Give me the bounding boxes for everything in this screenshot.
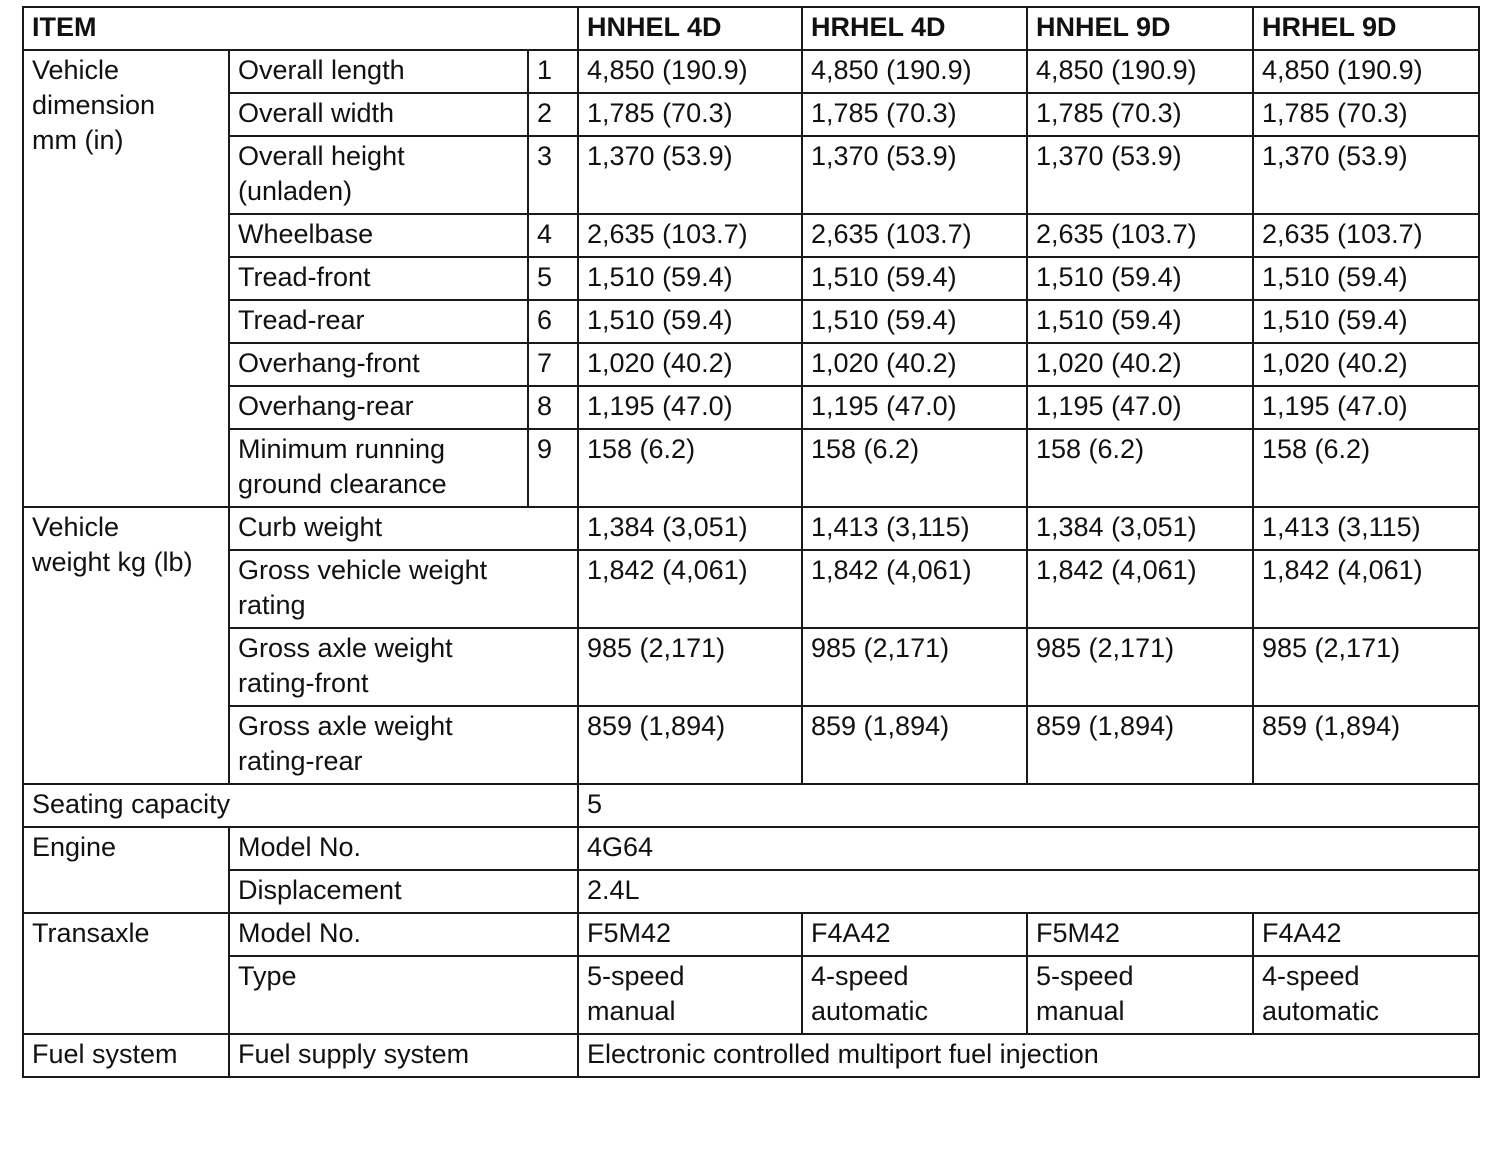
row-number: 7	[528, 343, 578, 386]
value-cell: 1,020 (40.2)	[1253, 343, 1479, 386]
row-label: Type	[229, 956, 578, 1034]
row-number: 3	[528, 136, 578, 214]
value-cell: 158 (6.2)	[578, 429, 802, 507]
value-cell: 1,785 (70.3)	[578, 93, 802, 136]
row-number: 2	[528, 93, 578, 136]
specifications-table	[22, 6, 1480, 1078]
value-cell: 1,195 (47.0)	[1027, 386, 1253, 429]
value-cell: 1,413 (3,115)	[802, 507, 1027, 550]
table-row	[23, 1034, 1479, 1077]
value-cell: 1,785 (70.3)	[1027, 93, 1253, 136]
row-number: 5	[528, 257, 578, 300]
row-label: Overhang-rear	[229, 386, 528, 429]
value-cell: 1,510 (59.4)	[578, 257, 802, 300]
header-item: ITEM	[23, 7, 578, 50]
row-number: 1	[528, 50, 578, 93]
group-vehicle-weight: Vehicle weight kg (lb)	[23, 507, 229, 784]
row-label: Overhang-front	[229, 343, 528, 386]
row-number: 6	[528, 300, 578, 343]
value-cell: 1,195 (47.0)	[802, 386, 1027, 429]
header-model: HNHEL 9D	[1027, 7, 1253, 50]
table-row	[23, 300, 1479, 343]
value-cell: 985 (2,171)	[578, 628, 802, 706]
row-label: Overall width	[229, 93, 528, 136]
table-row	[23, 628, 1479, 706]
table-row	[23, 550, 1479, 628]
row-label: Tread-front	[229, 257, 528, 300]
value-cell: 158 (6.2)	[1253, 429, 1479, 507]
value-cell: 1,842 (4,061)	[1027, 550, 1253, 628]
value-cell: 4,850 (190.9)	[802, 50, 1027, 93]
engine-displacement-value: 2.4L	[578, 870, 1479, 913]
row-label: Fuel supply system	[229, 1034, 578, 1077]
table-row	[23, 343, 1479, 386]
value-cell: F5M42	[1027, 913, 1253, 956]
value-cell: 4,850 (190.9)	[1027, 50, 1253, 93]
seating-capacity-value: 5	[578, 784, 1479, 827]
value-cell: F4A42	[802, 913, 1027, 956]
value-cell: 5-speed manual	[578, 956, 802, 1034]
table-row	[23, 93, 1479, 136]
engine-model-value: 4G64	[578, 827, 1479, 870]
seating-capacity-label: Seating capacity	[23, 784, 578, 827]
group-transaxle: Transaxle	[23, 913, 229, 1034]
value-cell: 1,510 (59.4)	[1253, 300, 1479, 343]
row-label: Minimum running ground clearance	[229, 429, 528, 507]
header-model: HNHEL 4D	[578, 7, 802, 50]
group-fuel-system: Fuel system	[23, 1034, 229, 1077]
row-label: Model No.	[229, 827, 578, 870]
row-label: Gross vehicle weight rating	[229, 550, 578, 628]
value-cell: 1,510 (59.4)	[802, 257, 1027, 300]
row-label: Curb weight	[229, 507, 578, 550]
value-cell: 859 (1,894)	[1253, 706, 1479, 784]
value-cell: 1,842 (4,061)	[1253, 550, 1479, 628]
table-row	[23, 784, 1479, 827]
value-cell: 4,850 (190.9)	[578, 50, 802, 93]
value-cell: 1,195 (47.0)	[578, 386, 802, 429]
group-vehicle-dimension: Vehicle dimension mm (in)	[23, 50, 229, 507]
value-cell: 1,370 (53.9)	[1253, 136, 1479, 214]
value-cell: 1,195 (47.0)	[1253, 386, 1479, 429]
row-number: 4	[528, 214, 578, 257]
table-row	[23, 870, 1479, 913]
header-model: HRHEL 9D	[1253, 7, 1479, 50]
header-row	[23, 7, 1479, 50]
row-label: Model No.	[229, 913, 578, 956]
value-cell: 1,370 (53.9)	[1027, 136, 1253, 214]
row-label: Tread-rear	[229, 300, 528, 343]
value-cell: 1,413 (3,115)	[1253, 507, 1479, 550]
value-cell: 1,842 (4,061)	[802, 550, 1027, 628]
table-row	[23, 257, 1479, 300]
table-row	[23, 429, 1479, 507]
table-row	[23, 706, 1479, 784]
value-cell: 1,510 (59.4)	[802, 300, 1027, 343]
value-cell: 1,510 (59.4)	[1027, 257, 1253, 300]
value-cell: 1,370 (53.9)	[802, 136, 1027, 214]
value-cell: 2,635 (103.7)	[1253, 214, 1479, 257]
row-number: 8	[528, 386, 578, 429]
table-row	[23, 214, 1479, 257]
row-label: Gross axle weight rating-rear	[229, 706, 578, 784]
value-cell: 859 (1,894)	[802, 706, 1027, 784]
row-label: Gross axle weight rating-front	[229, 628, 578, 706]
table-row	[23, 386, 1479, 429]
table-row	[23, 136, 1479, 214]
value-cell: 4-speed automatic	[1253, 956, 1479, 1034]
table-row	[23, 50, 1479, 93]
row-label: Displacement	[229, 870, 578, 913]
row-label: Overall height (unladen)	[229, 136, 528, 214]
value-cell: 5-speed manual	[1027, 956, 1253, 1034]
value-cell: 985 (2,171)	[802, 628, 1027, 706]
value-cell: 1,370 (53.9)	[578, 136, 802, 214]
value-cell: 158 (6.2)	[1027, 429, 1253, 507]
value-cell: 2,635 (103.7)	[578, 214, 802, 257]
table-row	[23, 913, 1479, 956]
value-cell: 2,635 (103.7)	[802, 214, 1027, 257]
value-cell: 985 (2,171)	[1253, 628, 1479, 706]
table-row	[23, 507, 1479, 550]
value-cell: 4-speed automatic	[802, 956, 1027, 1034]
value-cell: 158 (6.2)	[802, 429, 1027, 507]
value-cell: 1,020 (40.2)	[578, 343, 802, 386]
header-model: HRHEL 4D	[802, 7, 1027, 50]
value-cell: 1,384 (3,051)	[1027, 507, 1253, 550]
value-cell: 2,635 (103.7)	[1027, 214, 1253, 257]
value-cell: F5M42	[578, 913, 802, 956]
fuel-supply-value: Electronic controlled multiport fuel injection	[578, 1034, 1479, 1077]
value-cell: 1,020 (40.2)	[802, 343, 1027, 386]
row-label: Overall length	[229, 50, 528, 93]
value-cell: 1,020 (40.2)	[1027, 343, 1253, 386]
value-cell: F4A42	[1253, 913, 1479, 956]
value-cell: 4,850 (190.9)	[1253, 50, 1479, 93]
table-row	[23, 827, 1479, 870]
value-cell: 859 (1,894)	[1027, 706, 1253, 784]
value-cell: 1,510 (59.4)	[578, 300, 802, 343]
value-cell: 1,785 (70.3)	[802, 93, 1027, 136]
group-engine: Engine	[23, 827, 229, 913]
value-cell: 1,842 (4,061)	[578, 550, 802, 628]
row-number: 9	[528, 429, 578, 507]
value-cell: 1,510 (59.4)	[1027, 300, 1253, 343]
value-cell: 1,384 (3,051)	[578, 507, 802, 550]
value-cell: 1,785 (70.3)	[1253, 93, 1479, 136]
value-cell: 985 (2,171)	[1027, 628, 1253, 706]
row-label: Wheelbase	[229, 214, 528, 257]
value-cell: 1,510 (59.4)	[1253, 257, 1479, 300]
value-cell: 859 (1,894)	[578, 706, 802, 784]
table-row	[23, 956, 1479, 1034]
